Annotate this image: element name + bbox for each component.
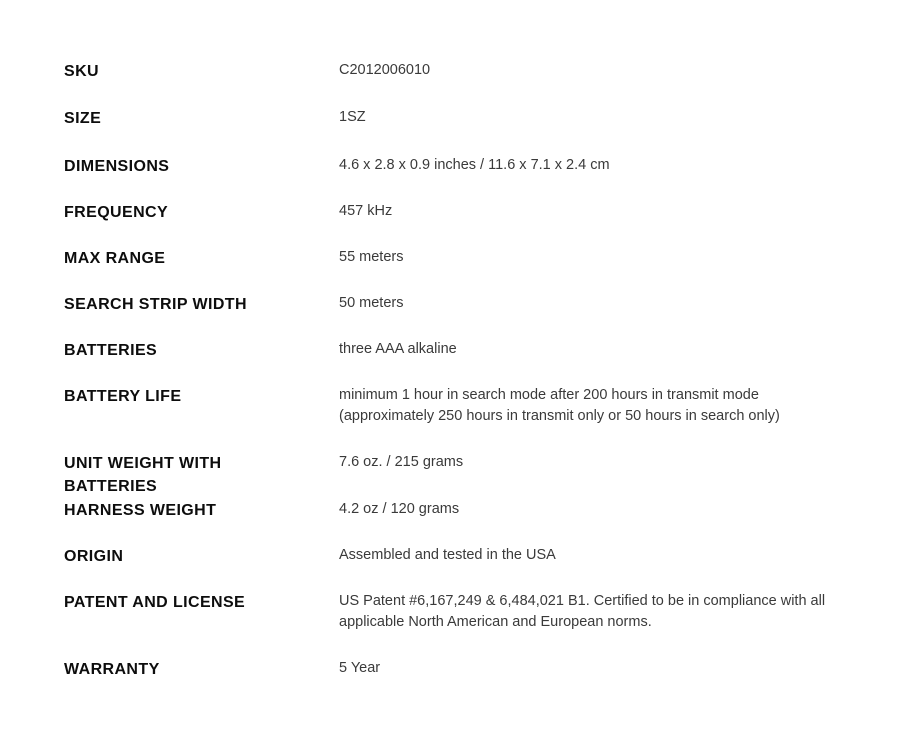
spec-label: SIZE: [64, 110, 102, 127]
spec-value: C2012006010: [339, 62, 431, 78]
spec-value: 55 meters: [339, 249, 404, 265]
spec-label: DIMENSIONS: [64, 158, 170, 175]
spec-label: FREQUENCY: [64, 204, 169, 221]
spec-label: UNIT WEIGHT WITH BATTERIES: [64, 455, 222, 495]
spec-label: BATTERY LIFE: [64, 388, 182, 405]
spec-label: WARRANTY: [64, 661, 160, 678]
spec-label: MAX RANGE: [64, 250, 166, 267]
spec-value: 5 Year: [339, 660, 381, 676]
spec-label: SKU: [64, 63, 99, 80]
spec-label: SEARCH STRIP WIDTH: [64, 296, 247, 313]
spec-value: Assembled and tested in the USA: [339, 547, 556, 563]
spec-value: minimum 1 hour in search mode after 200 hours in transmit mode (approximately 250 hours in transmit only or 50 hours in search only): [339, 387, 780, 424]
spec-label: PATENT AND LICENSE: [64, 594, 246, 611]
spec-value: 457 kHz: [339, 203, 393, 219]
spec-value: 50 meters: [339, 295, 404, 311]
spec-label: BATTERIES: [64, 342, 158, 359]
spec-value: 4.6 x 2.8 x 0.9 inches / 11.6 x 7.1 x 2.4 cm: [339, 157, 610, 173]
spec-value: 1SZ: [339, 109, 366, 125]
spec-label: ORIGIN: [64, 548, 124, 565]
spec-value: 4.2 oz / 120 grams: [339, 501, 460, 517]
spec-value: US Patent #6,167,249 & 6,484,021 B1. Certified to be in compliance with all applicable North American and European norms.: [339, 593, 826, 630]
spec-value: 7.6 oz. / 215 grams: [339, 454, 464, 470]
spec-value: three AAA alkaline: [339, 341, 457, 357]
spec-label: HARNESS WEIGHT: [64, 502, 217, 519]
